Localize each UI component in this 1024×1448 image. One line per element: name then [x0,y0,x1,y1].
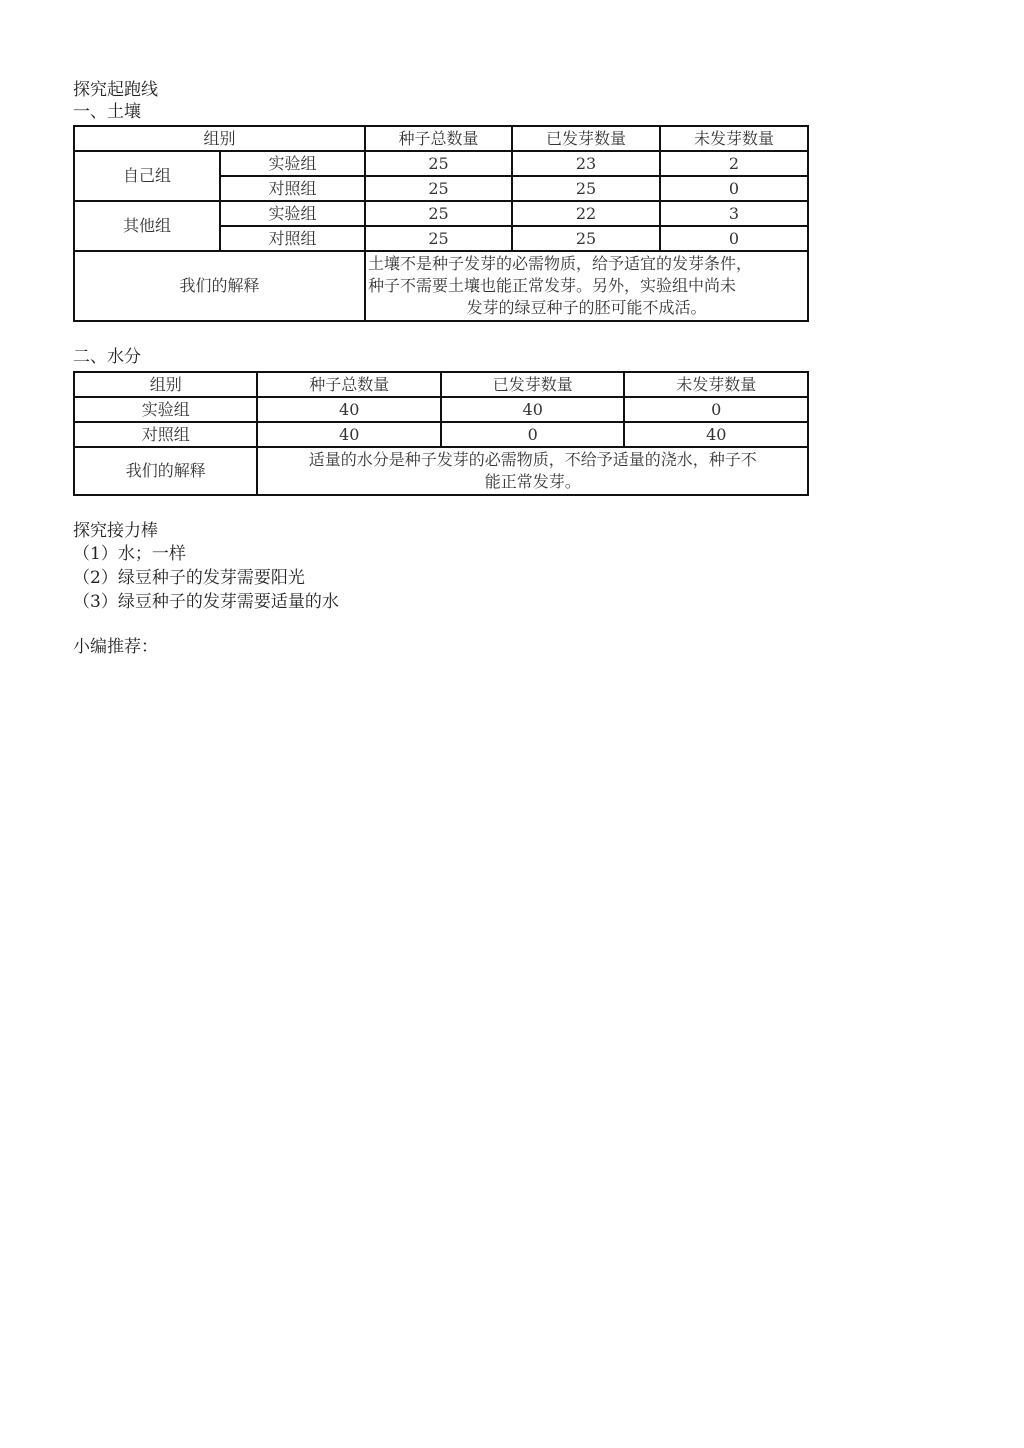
relay-item: （2）绿豆种子的发芽需要阳光 [73,568,305,588]
relay-title: 探究接力棒 [73,521,158,541]
water-header-row [74,372,808,397]
cell-not-sprouted: 40 [624,422,808,447]
cell-not-sprouted: 3 [660,201,808,226]
cell-total: 25 [365,151,512,176]
section-water-title: 二、水分 [73,347,141,367]
soil-explain-row [74,251,808,321]
table-row [74,397,808,422]
header-group: 组别 [74,126,365,151]
explain-line: 种子不需要土壤也能正常发芽。另外，实验组中尚未 [368,276,737,295]
table-row [74,201,808,226]
cell-total: 25 [365,201,512,226]
cell-sprouted: 23 [512,151,660,176]
cell-sprouted: 25 [512,176,660,201]
explain-line: 能正常发芽。 [484,472,581,491]
row-label: 实验组 [220,201,365,226]
table-row [74,422,808,447]
section-soil-title: 一、土壤 [73,102,141,122]
soil-header-row [74,126,808,151]
explain-label: 我们的解释 [74,447,257,495]
table-row [74,151,808,176]
relay-item: （1）水；一样 [73,544,186,564]
cell-total: 25 [365,176,512,201]
header-not-sprouted: 未发芽数量 [624,372,808,397]
cell-sprouted: 25 [512,226,660,251]
explain-text [257,447,808,495]
explain-line: 土壤不是种子发芽的必需物质，给予适宜的发芽条件， [368,254,753,273]
water-table [73,371,809,496]
header-group: 组别 [74,372,257,397]
recommend-label: 小编推荐： [73,637,158,657]
header-sprouted: 已发芽数量 [441,372,625,397]
heading-start: 探究起跑线 [73,80,158,100]
header-total: 种子总数量 [257,372,441,397]
row-label: 对照组 [220,176,365,201]
header-sprouted: 已发芽数量 [512,126,660,151]
group-name: 自己组 [74,151,220,201]
relay-item: （3）绿豆种子的发芽需要适量的水 [73,592,339,612]
row-label: 对照组 [220,226,365,251]
cell-total: 40 [257,397,441,422]
explain-text [365,251,808,321]
row-label: 实验组 [74,397,257,422]
explain-label: 我们的解释 [74,251,365,321]
group-name: 其他组 [74,201,220,251]
cell-total: 25 [365,226,512,251]
cell-sprouted: 40 [441,397,625,422]
header-total: 种子总数量 [365,126,512,151]
cell-not-sprouted: 2 [660,151,808,176]
cell-not-sprouted: 0 [660,176,808,201]
explain-line: 发芽的绿豆种子的胚可能不成活。 [466,298,707,317]
cell-sprouted: 0 [441,422,625,447]
explain-line: 适量的水分是种子发芽的必需物质，不给予适量的浇水，种子不 [308,450,757,469]
cell-sprouted: 22 [512,201,660,226]
cell-not-sprouted: 0 [660,226,808,251]
cell-total: 40 [257,422,441,447]
header-not-sprouted: 未发芽数量 [660,126,808,151]
water-explain-row [74,447,808,495]
soil-table [73,125,809,322]
row-label: 实验组 [220,151,365,176]
row-label: 对照组 [74,422,257,447]
cell-not-sprouted: 0 [624,397,808,422]
